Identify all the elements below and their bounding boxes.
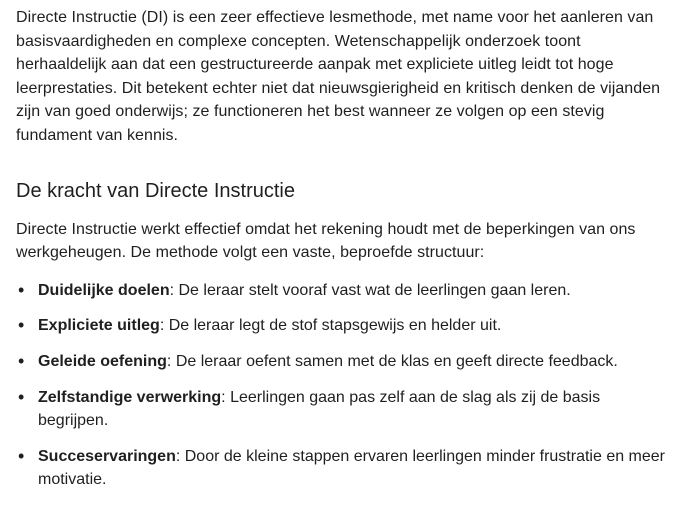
bullet-icon: • — [18, 279, 25, 300]
bullet-icon: • — [18, 315, 25, 336]
section-heading: De kracht van Directe Instructie — [16, 179, 295, 202]
list-item-text: : Door de kleine stappen ervaren leerlingen minder frustratie en meer motivatie. — [38, 447, 666, 489]
list-item — [16, 279, 668, 303]
bullet-icon: • — [18, 386, 25, 407]
list-item — [16, 350, 668, 374]
list-item — [16, 314, 668, 338]
list-item-term: Zelfstandige verwerking — [38, 388, 222, 406]
list-item-text: : Leerlingen gaan pas zelf aan de slag als zij de basis begrijpen. — [38, 388, 601, 430]
list-item — [16, 386, 668, 433]
section-lead-paragraph: Directe Instructie werkt effectief omdat het rekening houdt met de beperkingen van ons werkgeheugen. De methode volgt een vaste, beproefde structuur: — [16, 220, 636, 262]
intro-paragraph: Directe Instructie (DI) is een zeer effectieve lesmethode, met name voor het aanleren van basisvaardigheden en complexe concepten. Wetenschappelijk onderzoek toont herhaaldelijk aan dat een gestructureerde aanpak met expliciete uitleg leidt tot hoge leerprestaties. Dit betekent echter niet dat nieuwsgierigheid en kritisch denken de vijanden zijn van goed onderwijs; ze functioneren het best wanneer ze volgen op een stevig fundament van kennis. — [16, 9, 661, 144]
list-item-text: : De leraar stelt vooraf vast wat de leerlingen gaan leren. — [169, 281, 571, 299]
bullet-icon: • — [18, 445, 25, 466]
list-item-text: : De leraar legt de stof stapsgewijs en helder uit. — [159, 317, 502, 335]
list-item-term: Succeservaringen — [38, 447, 176, 465]
list-item-term: Duidelijke doelen — [38, 281, 170, 299]
list-item — [16, 445, 668, 492]
list-item-term: Geleide oefening — [38, 352, 167, 370]
bullet-icon: • — [18, 350, 25, 371]
list-item-text: : De leraar oefent samen met de klas en geeft directe feedback. — [166, 352, 618, 370]
structure-list — [16, 279, 665, 492]
list-item-term: Expliciete uitleg — [38, 317, 160, 335]
